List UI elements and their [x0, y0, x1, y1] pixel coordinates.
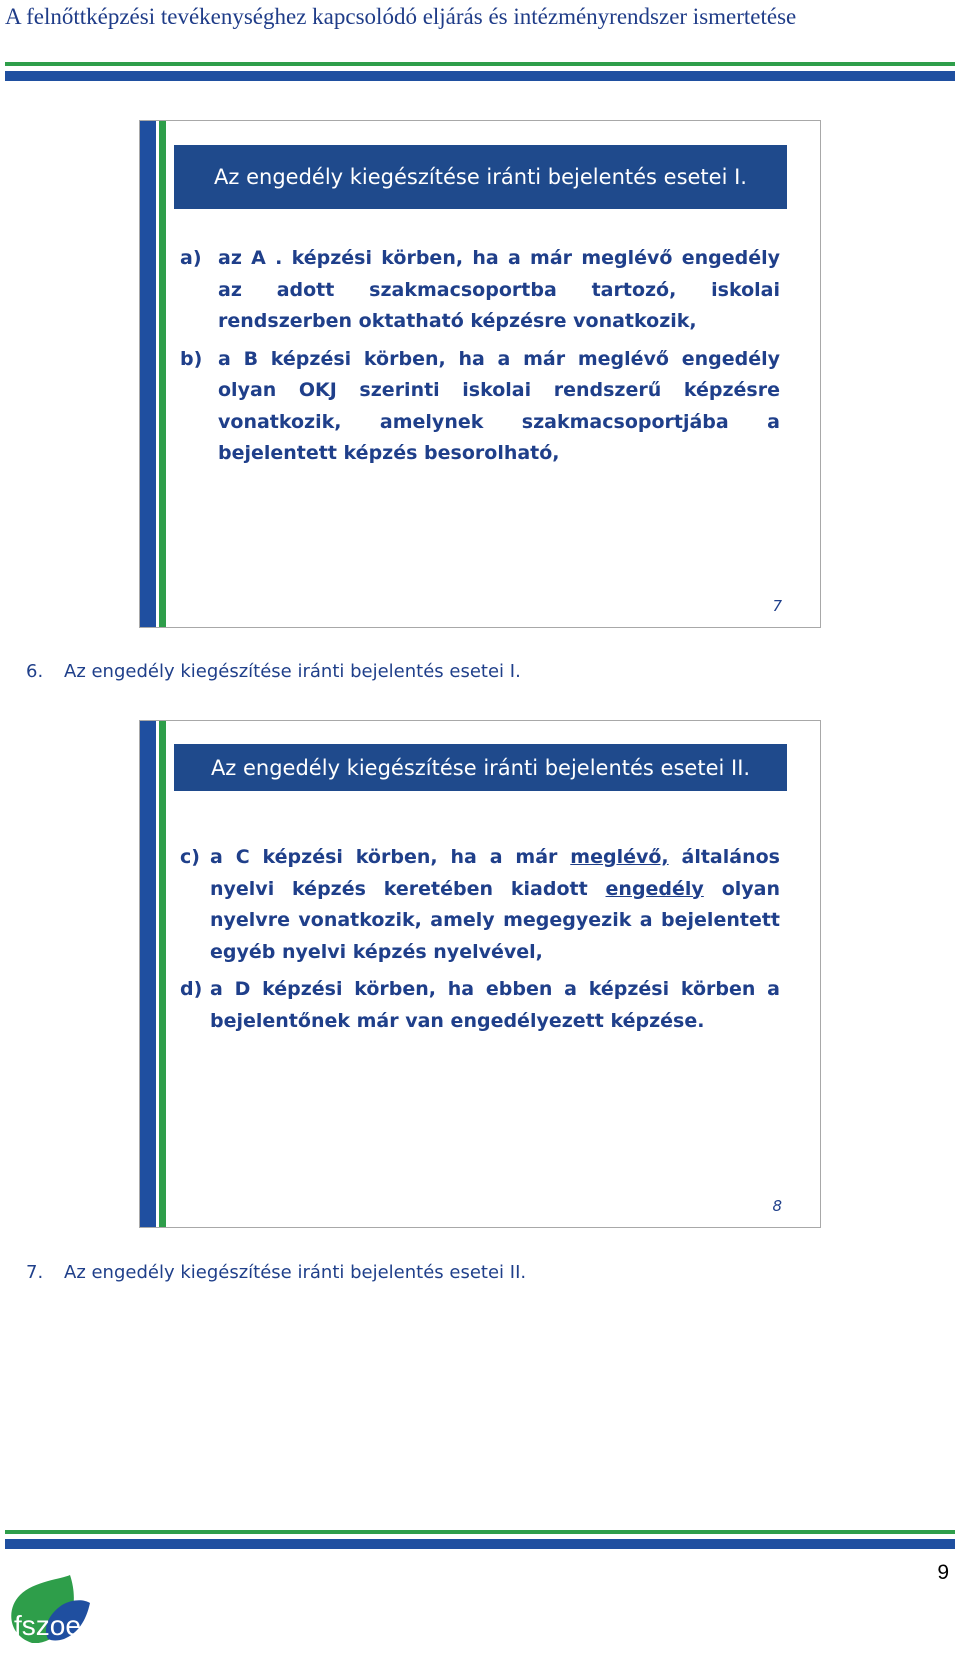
logo-text: fszoe — [14, 1610, 81, 1641]
text-segment: általános nyelvi képzés keretében kiadott — [210, 846, 780, 900]
slide-title: Az engedély kiegészítése iránti bejelentés esetei II. — [174, 744, 787, 791]
list-item-text: a D képzési körben, ha ebben a képzési körben a bejelentőnek már van engedélyezett képzése. — [210, 978, 780, 1032]
list-marker: d) — [180, 978, 203, 1000]
header-rule-green — [5, 62, 955, 66]
underlined-text: meglévő, — [570, 846, 669, 868]
list-item — [180, 344, 780, 470]
slide-page-number: 7 — [772, 597, 782, 615]
caption-text: Az engedély kiegészítése iránti bejelentés esetei II. — [64, 1262, 527, 1283]
figure-caption — [26, 1262, 526, 1283]
page-number: 9 — [937, 1561, 949, 1584]
list-item — [180, 243, 780, 338]
header-rule-blue — [5, 71, 955, 81]
slide-body — [180, 243, 780, 476]
caption-number: 7. — [26, 1262, 44, 1283]
list-marker: a) — [180, 247, 202, 269]
figure-caption — [26, 661, 521, 682]
document-header-title: A felnőttképzési tevékenységhez kapcsolódó eljárás és intézményrendszer ismertetése — [5, 4, 797, 29]
slide-title: Az engedély kiegészítése iránti bejelentés esetei I. — [174, 145, 787, 209]
footer-rule-green — [5, 1530, 955, 1534]
list-item — [180, 842, 780, 968]
slide-body — [180, 842, 780, 1043]
underlined-text: engedély — [605, 877, 704, 900]
list-item-text: az A . képzési körben, ha a már meglévő engedély az adott szakmacsoportba tartozó, iskolai rendszerben oktatható képzésre vonatkozik, — [218, 247, 780, 332]
list-marker: b) — [180, 347, 203, 370]
slide-accent-bar-green — [159, 721, 166, 1227]
text-segment: a C képzési körben, ha a már — [210, 846, 558, 868]
slide-page-number: 8 — [772, 1197, 782, 1215]
caption-number: 6. — [26, 661, 44, 682]
slide-8 — [139, 720, 821, 1228]
slide-accent-bar-blue — [140, 721, 156, 1227]
slide-accent-bar-green — [159, 121, 166, 627]
list-item-text — [210, 842, 780, 968]
footer-rule-blue — [5, 1539, 955, 1549]
text-segment: olyan nyelvre vonatkozik, amely megegyezik a bejelentett egyéb nyelvi képzés nyelvével, — [210, 877, 780, 963]
list-item-text: a B képzési körben, ha a már meglévő engedély olyan OKJ szerinti iskolai rendszerű képzésre vonatkozik, amelynek szakmacsoportjába a bejelentett képzés besorolható, — [218, 347, 780, 464]
slide-7 — [139, 120, 821, 628]
list-item — [180, 974, 780, 1037]
fszoe-logo — [4, 1573, 94, 1643]
slide-accent-bar-blue — [140, 121, 156, 627]
list-marker: c) — [180, 846, 200, 868]
caption-text: Az engedély kiegészítése iránti bejelentés esetei I. — [64, 661, 521, 682]
